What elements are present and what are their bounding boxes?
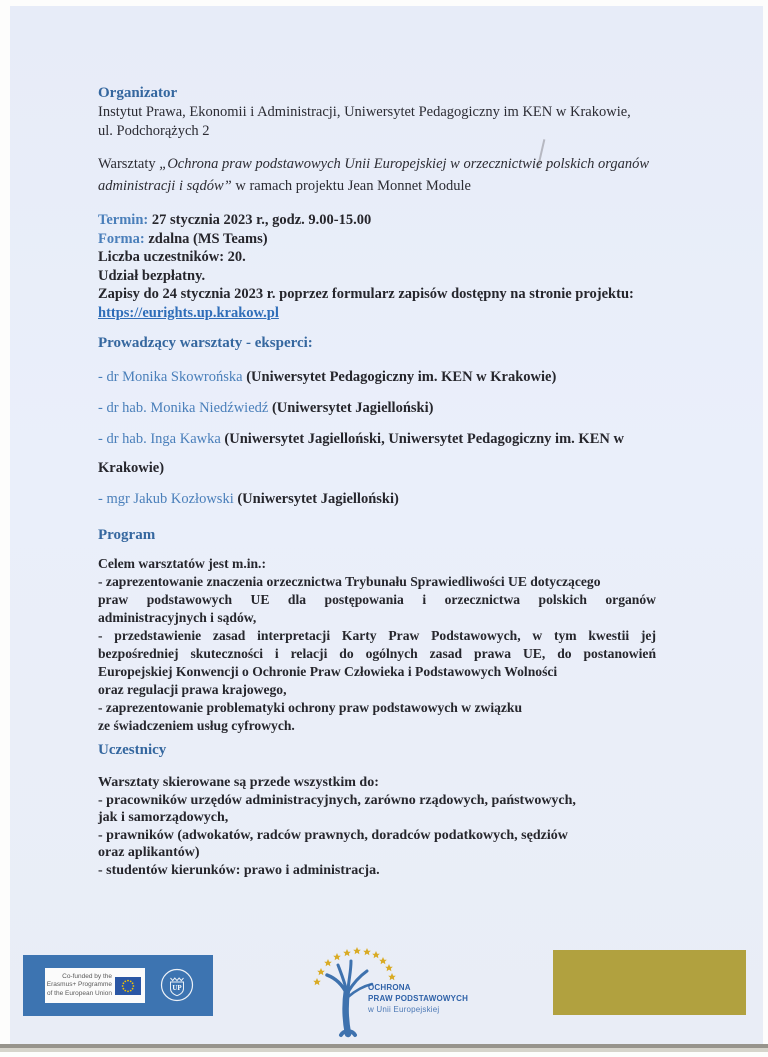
workshop-title-suffix: w ramach projektu Jean Monnet Module <box>231 178 471 194</box>
participants-line: - studentów kierunków: prawo i administracja. <box>98 862 380 878</box>
expert-name: - dr hab. Monika Niedźwiedź <box>98 400 272 416</box>
program-line: oraz regulacji prawa krajowego, <box>98 682 287 697</box>
organizer-heading: Organizator <box>98 85 178 101</box>
forma-value: zdalna (MS Teams) <box>144 230 268 247</box>
program-line: ze świadczeniem usług cyfrowych. <box>98 718 295 733</box>
expert-name: - dr hab. Inga Kawka <box>98 431 225 447</box>
participants-line: - pracowników urzędów administracyjnych, zarówno rządowych, państwowych, <box>98 792 576 808</box>
program-line: bezpośredniej skuteczności i relacji do ogólnych zasad prawa UE, do postanowień <box>98 646 656 661</box>
workshop-details <box>98 211 670 322</box>
program-line: Celem warsztatów jest m.in.: <box>98 556 266 571</box>
project-logo-line-3: w Unii Europejskiej <box>368 1005 440 1014</box>
expert-item <box>98 394 670 423</box>
project-logo <box>310 946 472 1040</box>
eu-text-line-2: Erasmus+ Programme <box>46 981 112 989</box>
detail-forma <box>98 230 670 249</box>
workshop-title <box>98 153 673 197</box>
program-line: - zaprezentowanie znaczenia orzecznictwa Trybunału Sprawiedliwości UE dotyczącego <box>98 574 601 589</box>
detail-termin <box>98 211 670 230</box>
detail-liczba: Liczba uczestników: 20. <box>98 249 246 265</box>
program-line: - zaprezentowanie problematyki ochrony praw podstawowych w związku <box>98 700 523 715</box>
project-logo-line-1: OCHRONA <box>368 983 411 992</box>
organizer-line-1: Instytut Prawa, Ekonomii i Administracji, Uniwersytet Pedagogiczny im KEN w Krakowie, <box>98 104 631 120</box>
program-description <box>98 555 670 735</box>
expert-affiliation: (Uniwersytet Jagielloński, Uniwersytet Pedagogiczny im. KEN w Krakowie) <box>98 431 624 476</box>
gold-rectangle <box>553 950 746 1015</box>
eu-cofunded-box <box>45 968 145 1003</box>
detail-udzial: Udział bezpłatny. <box>98 267 206 284</box>
termin-label: Termin: <box>98 212 149 228</box>
expert-name: - dr Monika Skowrońska <box>98 369 247 385</box>
termin-value: 27 stycznia 2023 r., godz. 9.00-15.00 <box>148 212 372 228</box>
eu-cofunded-text <box>45 973 115 998</box>
participants-description <box>98 774 670 879</box>
eu-text-line-3: of the European Union <box>46 989 112 997</box>
program-line: administracyjnych i sądów, <box>98 610 257 625</box>
project-logo-line-2: PRAW PODSTAWOWYCH <box>368 994 469 1003</box>
participants-line: - prawników (adwokatów, radców prawnych, doradców podatkowych, sędziów <box>98 827 568 843</box>
program-line: Europejskiej Konwencji o Ochronie Praw Człowieka i Podstawowych Wolności <box>98 664 558 679</box>
participants-line: oraz aplikantów) <box>98 845 200 860</box>
participants-heading: Uczestnicy <box>98 742 167 758</box>
university-crest-letters: UP <box>172 984 182 992</box>
university-crest-icon <box>157 965 197 1005</box>
expert-affiliation: (Uniwersytet Jagielloński) <box>271 400 434 416</box>
forma-label: Forma: <box>98 230 145 247</box>
detail-zapisy: Zapisy do 24 stycznia 2023 r. poprzez formularz zapisów dostępny na stronie projektu: <box>98 286 634 302</box>
scan-bottom-edge-light <box>0 1048 768 1052</box>
expert-affiliation: (Uniwersytet Jagielloński) <box>237 491 399 507</box>
eu-text-line-1: Co-funded by the <box>62 972 112 980</box>
erasmus-eu-logo <box>23 955 213 1016</box>
experts-list <box>98 363 670 514</box>
participants-line: Warsztaty skierowane są przede wszystkim do: <box>98 775 379 790</box>
document-content <box>98 84 670 879</box>
expert-item <box>98 425 670 483</box>
program-line: - przedstawienie zasad interpretacji Karty Praw Podstawowych, w tym kwestii jej <box>98 628 656 643</box>
workshop-title-italic: „Ochrona praw podstawowych Unii Europejskiej w orzecznictwie polskich organów administracji i sądów” <box>98 156 650 194</box>
eu-flag-icon <box>115 977 141 995</box>
workshop-title-prefix: Warsztaty <box>98 156 160 172</box>
expert-item <box>98 485 670 514</box>
expert-name: - mgr Jakub Kozłowski <box>98 491 238 507</box>
project-website-link[interactable]: https://eurights.up.krakow.pl <box>98 304 279 321</box>
project-logo-text <box>368 982 468 1015</box>
organizer-line-2: ul. Podchorążych 2 <box>98 123 210 139</box>
participants-line: jak i samorządowych, <box>98 810 229 825</box>
experts-heading: Prowadzący warsztaty - eksperci: <box>98 335 313 351</box>
expert-item <box>98 363 670 392</box>
expert-affiliation: (Uniwersytet Pedagogiczny im. KEN w Krakowie) <box>246 369 557 385</box>
program-line: praw podstawowych UE dla postępowania i orzecznictwa polskich organów <box>98 592 656 607</box>
program-heading: Program <box>98 527 156 543</box>
